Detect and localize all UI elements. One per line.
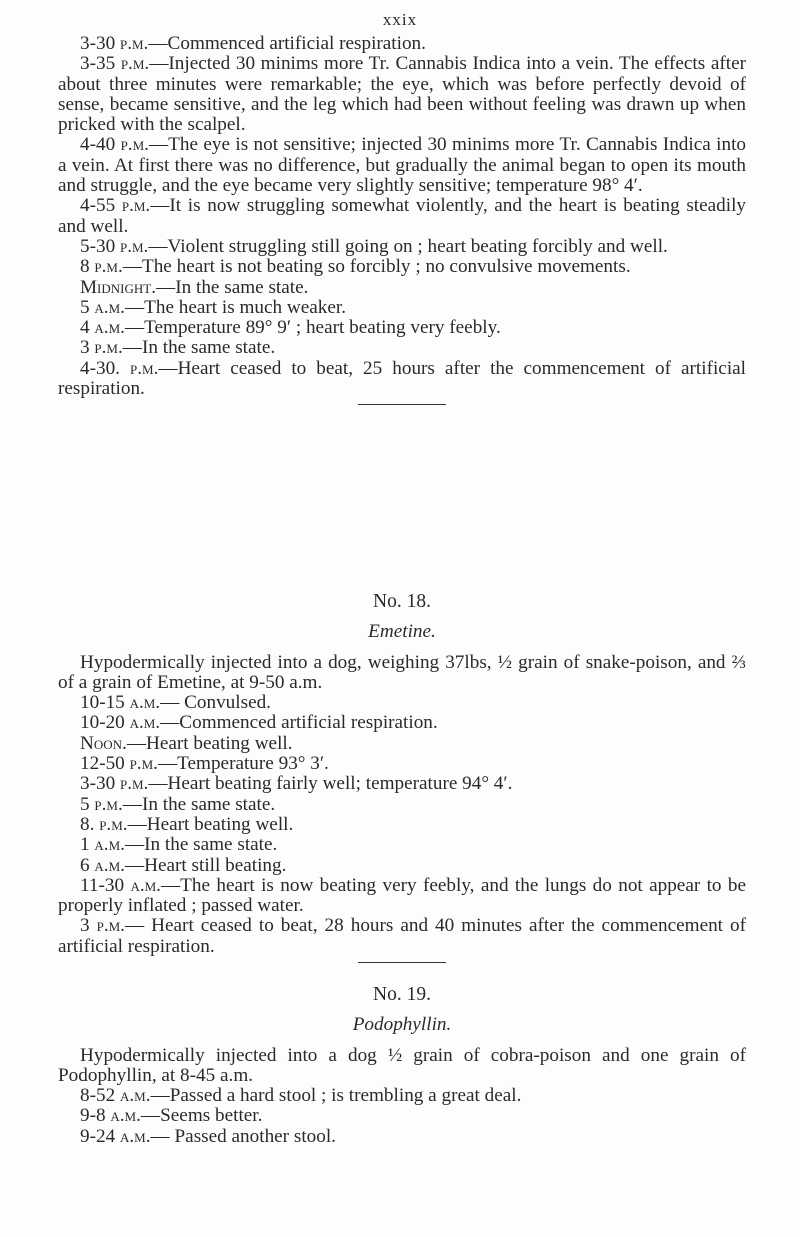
log-entry: 4-55 p.m.—It is now struggling somewhat violently, and the heart is beating steadily and well. bbox=[58, 195, 747, 237]
log-entry: 4 a.m.—Temperature 89° 9′ ; heart beating very feebly. bbox=[80, 317, 501, 339]
log-entry: 10-15 a.m.— Convulsed. bbox=[80, 692, 271, 714]
log-entry: 4-40 p.m.—The eye is not sensitive; injected 30 minims more Tr. Cannabis Indica into a vein. At first there was no difference, but gradually the animal began to open its mouth and struggle, and the eye became very slightly sensitive; temperature 98° 4′. bbox=[58, 134, 746, 197]
log-entry: 5-30 p.m.—Violent struggling still going on ; heart beating forcibly and well. bbox=[80, 235, 668, 257]
log-entry: 3 p.m.—In the same state. bbox=[80, 337, 276, 359]
case-18 bbox=[58, 582, 746, 963]
log-entry: Midnight.—In the same state. bbox=[80, 276, 309, 298]
log-entry: 8. p.m.—Heart beating well. bbox=[80, 813, 294, 835]
log-entry: 8-52 a.m.—Passed a hard stool ; is trembling a great deal. bbox=[80, 1085, 522, 1107]
log-entry: 5 a.m.—The heart is much weaker. bbox=[80, 296, 347, 318]
page-number: xxix bbox=[382, 10, 418, 29]
log-entry: 3-30 p.m.—Commenced artificial respiration. bbox=[80, 33, 426, 54]
case-drug-title: Emetine. bbox=[368, 621, 436, 643]
case-number: No. 19. bbox=[373, 984, 431, 1005]
log-entry: 9-8 a.m.—Seems better. bbox=[80, 1105, 263, 1127]
log-entry: 9-24 a.m.— Passed another stool. bbox=[80, 1125, 336, 1147]
case-19 bbox=[58, 975, 746, 1147]
case-17-continuation bbox=[58, 34, 746, 405]
log-entry: 6 a.m.—Heart still beating. bbox=[80, 854, 287, 876]
case-intro: Hypodermically injected into a dog ½ grain of cobra-poison and one grain of Podophyllin, at 8-45 a.m. bbox=[58, 1044, 746, 1086]
case-intro: Hypodermically injected into a dog, weighing 37lbs, ½ grain of snake-poison, and ⅔ of a grain of Emetine, at 9-50 a.m. bbox=[58, 651, 746, 693]
log-entry: 3-35 p.m.—Injected 30 minims more Tr. Cannabis Indica into a vein. The effects after about three minutes were remarkable; the eye, which was before perfectly devoid of sense, became sensitive, and the leg which had been without feeling was drawn up when pricked with the scalpel. bbox=[58, 53, 746, 136]
log-entry: 10-20 a.m.—Commenced artificial respiration. bbox=[80, 712, 438, 734]
log-entry: Noon.—Heart beating well. bbox=[80, 732, 293, 754]
section-divider bbox=[358, 962, 446, 963]
log-entry: 5 p.m.—In the same state. bbox=[80, 793, 276, 815]
log-entry: 3-30 p.m.—Heart beating fairly well; temperature 94° 4′. bbox=[80, 773, 513, 795]
case-number: No. 18. bbox=[373, 591, 431, 612]
log-entry: 8 p.m.—The heart is not beating so forcibly ; no convulsive movements. bbox=[80, 256, 631, 278]
log-entry: 3 p.m.— Heart ceased to beat, 28 hours and 40 minutes after the commencement of artificial respiration. bbox=[58, 915, 746, 957]
case-drug-title: Podophyllin. bbox=[352, 1014, 452, 1036]
log-entry: 1 a.m.—In the same state. bbox=[80, 834, 278, 856]
log-entry: 4-30. p.m.—Heart ceased to beat, 25 hours after the commencement of artificial respiration. bbox=[58, 357, 747, 400]
section-divider bbox=[358, 404, 446, 405]
log-entry: 12-50 p.m.—Temperature 93° 3′. bbox=[80, 753, 329, 775]
log-entry: 11-30 a.m.—The heart is now beating very feebly, and the lungs do not appear to be properly inflated ; passed water. bbox=[58, 874, 747, 917]
